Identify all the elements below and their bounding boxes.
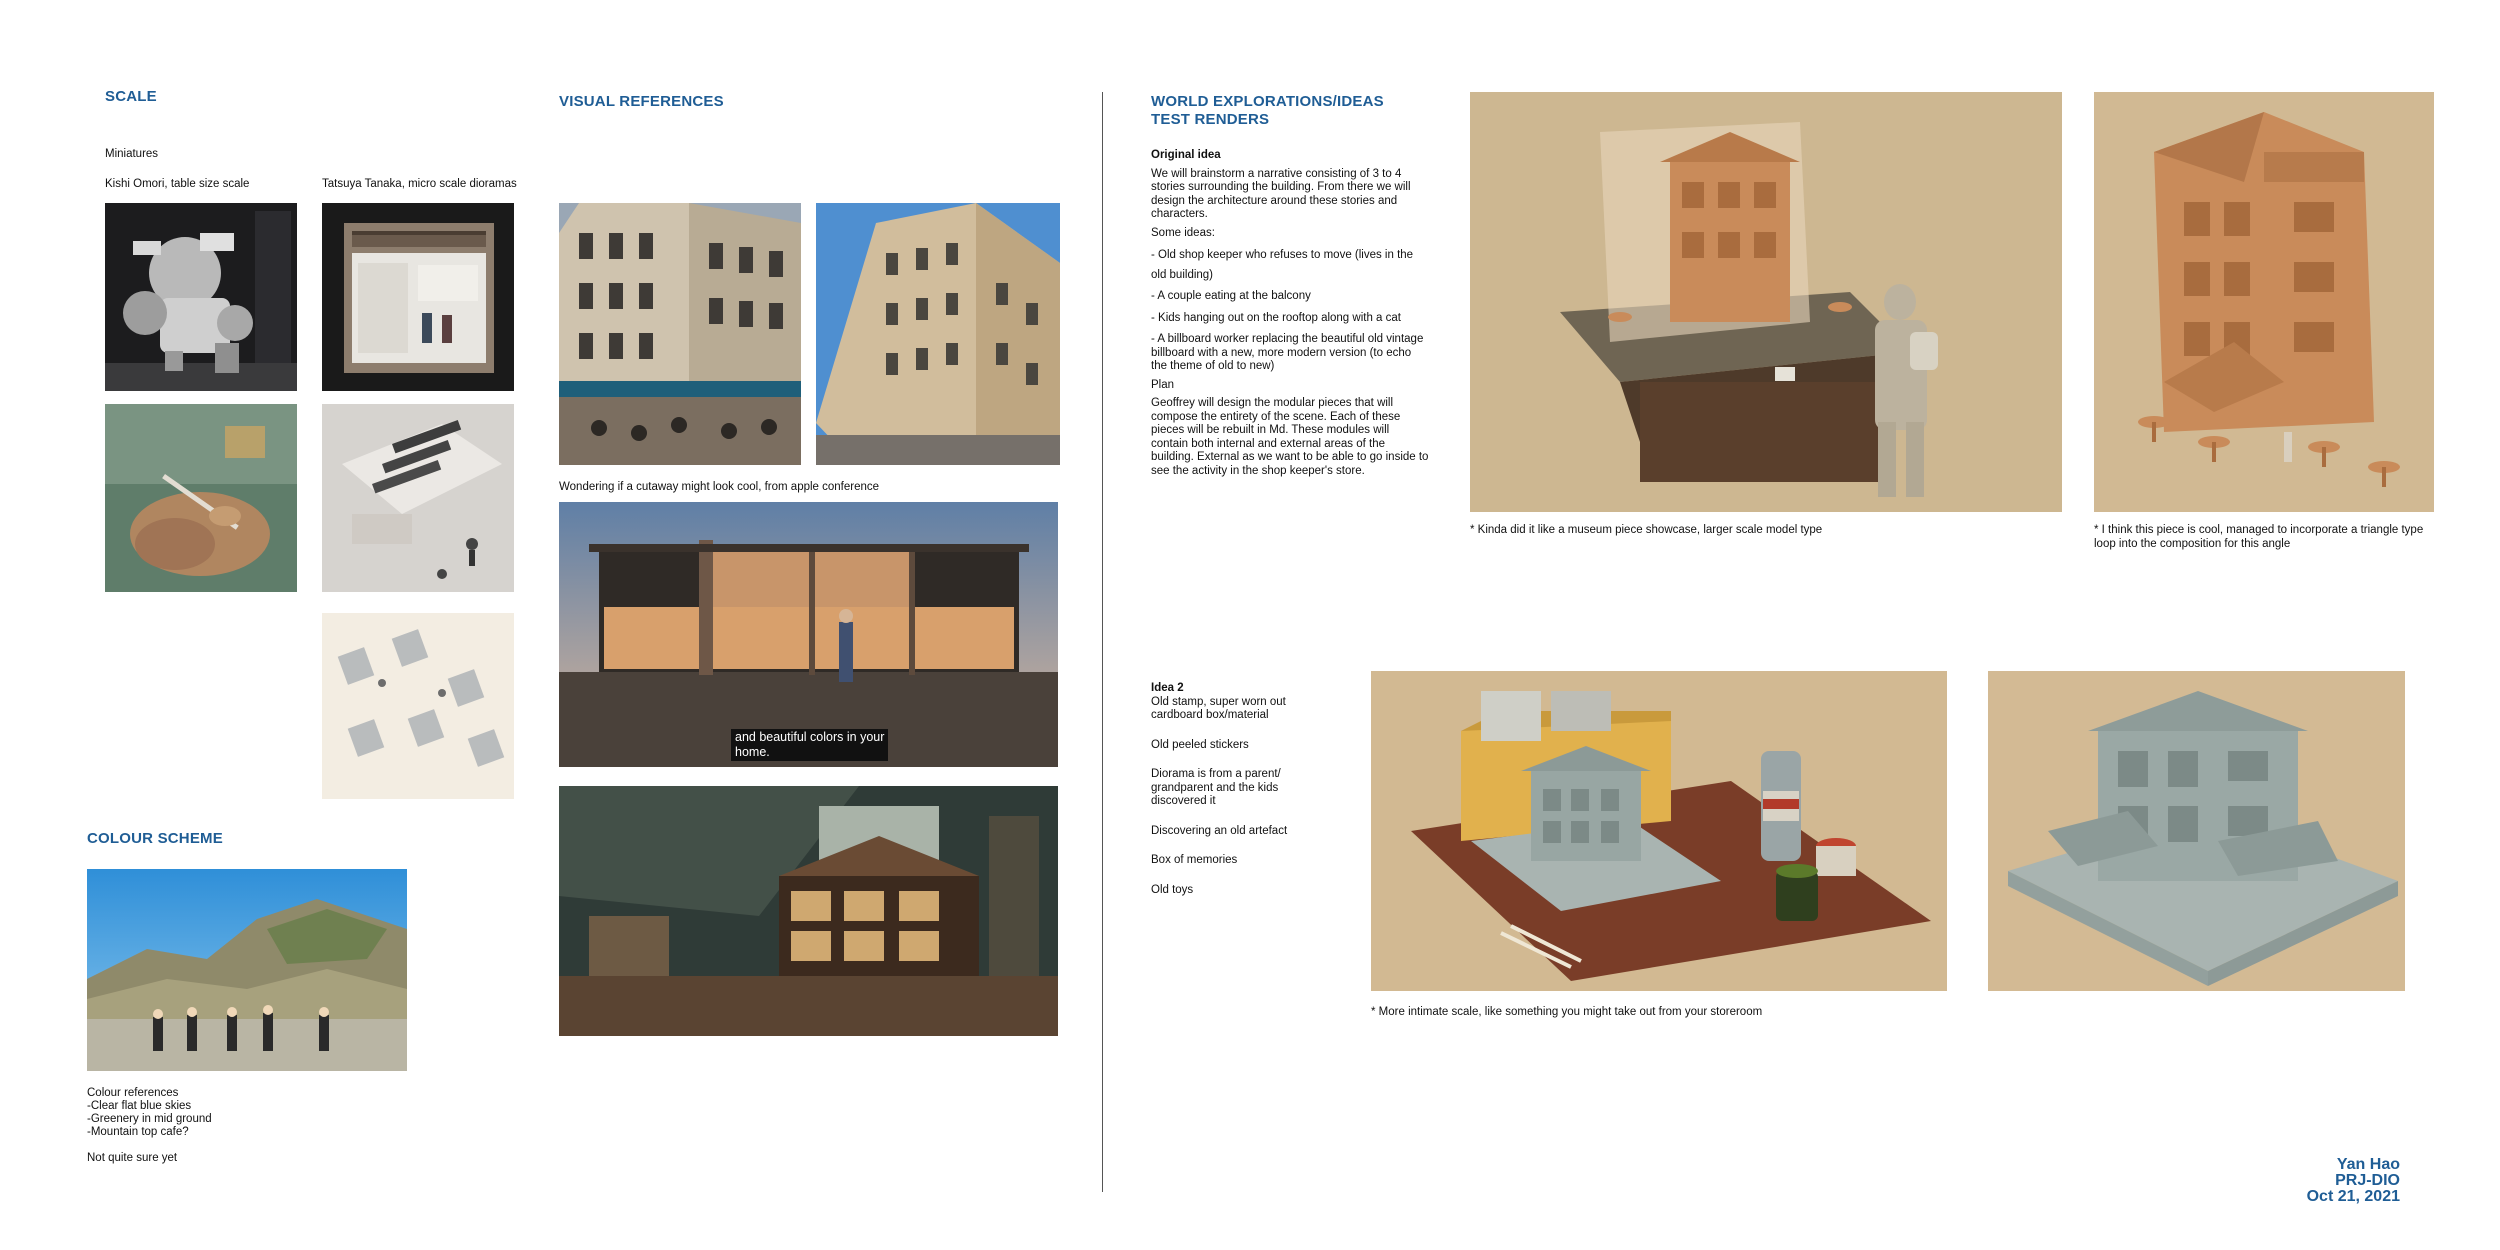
idea-couple-balcony: - A couple eating at the balcony	[1151, 290, 1311, 302]
visual-references-heading: VISUAL REFERENCES	[559, 93, 724, 110]
cutaway-house-image	[559, 502, 1058, 767]
author-name: Yan Hao	[2336, 1156, 2400, 1173]
tatsuya-shelves-image	[322, 404, 514, 592]
tatsuya-shop-image	[322, 203, 514, 391]
render-storeroom-caption: * More intimate scale, like something you might take out from your storeroom	[1371, 1006, 1763, 1018]
original-idea-body: We will brainstorm a narrative consisting of 3 to 4 stories surrounding the building. From there we will design the architecture around these stories and characters.	[1151, 167, 1411, 220]
idea-kids-rooftop: - Kids hanging out on the rooftop along with a cat	[1151, 311, 1401, 324]
render-grey-diorama-image	[1988, 671, 2405, 991]
render-museum-showcase-image	[1470, 92, 2062, 512]
plan-title: Plan	[1151, 378, 1175, 391]
world-heading-line-2: TEST RENDERS	[1151, 111, 1270, 128]
idea-2-old-toys: Old toys	[1151, 883, 1194, 896]
tatsuya-caption: Tatsuya Tanaka, micro scale dioramas	[322, 178, 517, 190]
idea-2-stamp: Old stamp, super worn out cardboard box/material	[1151, 695, 1286, 721]
video-subtitle-line-2: home.	[735, 745, 770, 759]
hand-brush-image	[105, 404, 297, 592]
plan-body: Geoffrey will design the modular pieces that will compose the entirety of the scene. Each of these pieces will be rebuilt in Md. These modules will contain both internal and external areas of the building. External as we want to be able to go inside to see the activity in the shop keeper's store.	[1151, 397, 1429, 477]
idea-2-title: Idea 2	[1151, 682, 1184, 694]
render-triangle-loop-image	[2094, 92, 2434, 512]
idea-billboard-worker: - A billboard worker replacing the beautiful old vintage billboard with a new, more modern version (to echo the theme of old to new)	[1151, 333, 1424, 372]
original-idea-block	[1151, 149, 1429, 483]
street-corner-image	[559, 203, 801, 465]
date-label: Oct 21, 2021	[2306, 1188, 2400, 1205]
project-code: PRJ-DIO	[2335, 1172, 2400, 1189]
colour-ref-1: -Clear flat blue skies	[87, 1100, 192, 1112]
band-landscape-image	[87, 869, 407, 1071]
kishi-robot-image	[105, 203, 297, 391]
render-storeroom-diorama-image	[1371, 671, 1947, 991]
miniatures-label: Miniatures	[105, 148, 159, 160]
render-triangle-caption: * I think this piece is cool, managed to incorporate a triangle type loop into the composition for this angle	[2094, 524, 2424, 550]
cutaway-caption: Wondering if a cutaway might look cool, from apple conference	[559, 481, 880, 493]
colour-ref-2: -Greenery in mid ground	[87, 1113, 212, 1125]
video-subtitle	[731, 729, 888, 761]
idea-shop-keeper: - Old shop keeper who refuses to move (lives in the old building)	[1151, 249, 1414, 281]
colour-scheme-heading: COLOUR SCHEME	[87, 830, 223, 847]
some-ideas-label: Some ideas:	[1151, 226, 1215, 239]
original-idea-title: Original idea	[1151, 149, 1221, 161]
kishi-caption: Kishi Omori, table size scale	[105, 178, 250, 190]
render-museum-caption: * Kinda did it like a museum piece showcase, larger scale model type	[1470, 524, 1823, 536]
colour-note: Not quite sure yet	[87, 1152, 178, 1164]
world-explorations-heading	[1151, 93, 1384, 129]
scale-heading: SCALE	[105, 88, 157, 105]
idea-2-box-memories: Box of memories	[1151, 854, 1238, 866]
world-heading-line-1: WORLD EXPLORATIONS/IDEAS	[1151, 93, 1384, 110]
footer-credits	[2200, 1157, 2400, 1205]
video-subtitle-line-1: and beautiful colors in your	[735, 730, 885, 744]
workshop-dollhouse-image	[559, 786, 1058, 1036]
idea-2-artefact: Discovering an old artefact	[1151, 824, 1288, 837]
tatsuya-beds-image	[322, 613, 514, 799]
corner-building-image	[816, 203, 1060, 465]
idea-2-block	[1151, 682, 1301, 902]
column-divider	[1102, 92, 1103, 1192]
colour-ref-3: -Mountain top cafe?	[87, 1126, 189, 1138]
idea-2-stickers: Old peeled stickers	[1151, 738, 1249, 751]
colour-refs-title: Colour references	[87, 1087, 179, 1099]
idea-2-diorama-parent: Diorama is from a parent/ grandparent and the kids discovered it	[1151, 768, 1281, 807]
